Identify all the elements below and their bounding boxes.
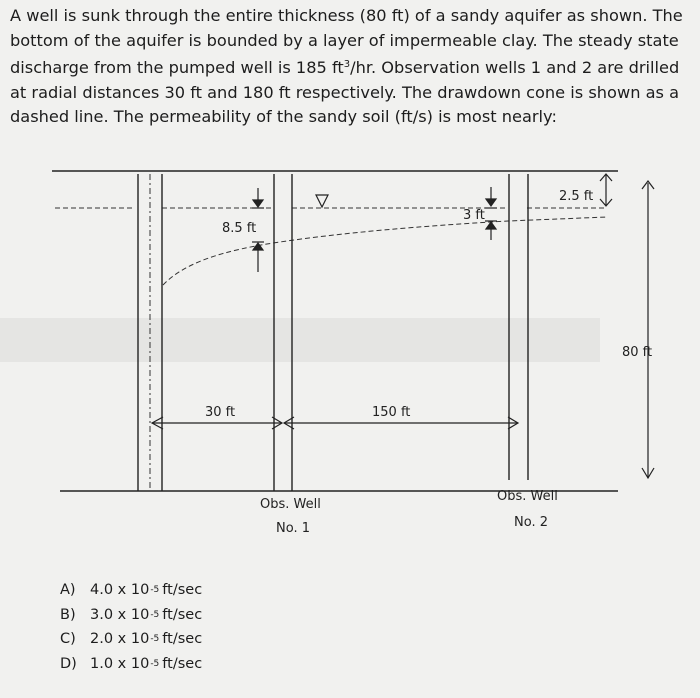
- answer-unit: ft/sec: [162, 655, 203, 672]
- top-gap-marker: [600, 174, 612, 206]
- obs-well1-label-line1: Obs. Well: [260, 497, 321, 512]
- thickness-dimension: [642, 181, 654, 478]
- thickness-label: 80 ft: [622, 345, 653, 360]
- obs-well2-label-line1: Obs. Well: [497, 489, 558, 504]
- answer-exponent: -5: [150, 585, 160, 595]
- drawdown-label-well1: 8.5 ft: [222, 221, 257, 236]
- answer-letter: B): [60, 606, 76, 623]
- obs-well2-label-line2: No. 2: [514, 515, 548, 530]
- answer-unit: ft/sec: [162, 606, 203, 623]
- answer-option-c[interactable]: [60, 627, 202, 652]
- drawdown-marker-well2: [485, 187, 497, 240]
- question-superscript: 3: [343, 59, 351, 71]
- answer-exponent: -5: [150, 634, 160, 644]
- water-table-symbol: [316, 195, 328, 207]
- answer-letter: C): [60, 631, 76, 647]
- distance-label-150: 150 ft: [372, 405, 411, 420]
- answer-option-a[interactable]: [60, 578, 202, 603]
- drawdown-label-well2: 3 ft: [463, 208, 485, 223]
- answer-mantissa: 1.0 x 10: [90, 655, 150, 672]
- obs-well1-label-line2: No. 1: [276, 521, 310, 536]
- question-part2: /hr. Observation wells 1 and 2 are drilled at radial distances 30 ft and 180 ft respectively. The drawdown cone is shown as a dashed line. The permeability of the sandy soil (ft/s) is most nearly:: [10, 58, 680, 127]
- answer-choices: [60, 578, 202, 676]
- answer-mantissa: 3.0 x 10: [90, 606, 150, 623]
- answer-mantissa: 4.0 x 10: [90, 582, 150, 598]
- answer-unit: ft/sec: [162, 582, 203, 598]
- distance-label-30: 30 ft: [205, 405, 236, 420]
- answer-option-d[interactable]: [60, 652, 202, 677]
- answer-letter: D): [60, 655, 77, 672]
- answer-letter: A): [60, 582, 76, 598]
- question-part1: A well is sunk through the entire thickness (80 ft) of a sandy aquifer as shown. The bottom of the aquifer is bounded by a layer of impermeable clay. The steady state discharge from the pumped well is 185 ft: [10, 6, 683, 78]
- answer-unit: ft/sec: [162, 631, 203, 647]
- answer-mantissa: 2.0 x 10: [90, 631, 150, 647]
- aquifer-soil-band: [0, 318, 600, 362]
- answer-exponent: -5: [150, 609, 160, 620]
- top-gap-label: 2.5 ft: [559, 189, 594, 204]
- answer-option-b[interactable]: [60, 603, 202, 628]
- answer-exponent: -5: [150, 658, 160, 669]
